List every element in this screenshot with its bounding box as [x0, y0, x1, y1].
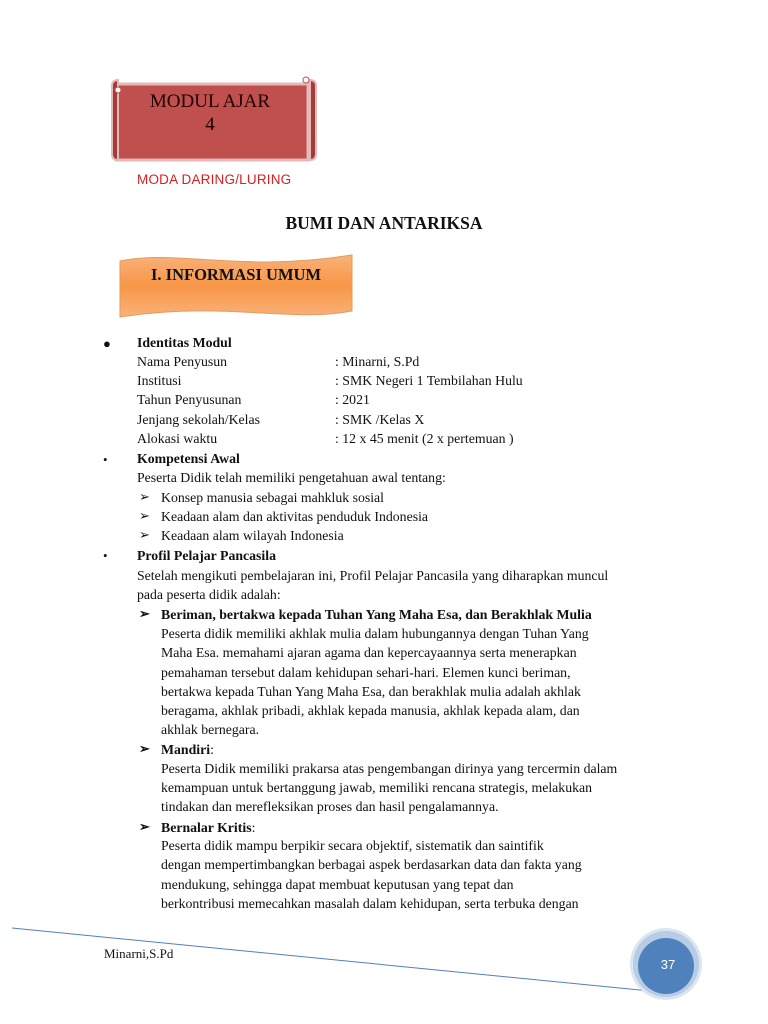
profil-item-text: Peserta didik mampu berpikir secara objektif, sistematik dan saintifik	[161, 838, 544, 853]
section-banner	[118, 251, 354, 321]
profil-intro: pada peserta didik adalah:	[137, 587, 281, 602]
identitas-value: : SMK Negeri 1 Tembilahan Hulu	[335, 373, 523, 388]
identitas-value: : Minarni, S.Pd	[335, 354, 420, 369]
identitas-label: Nama Penyusun	[137, 354, 228, 369]
profil-item-text: bertakwa kepada Tuhan Yang Maha Esa, dan berakhlak mulia adalah akhlak	[161, 684, 581, 699]
profil-item-text: Peserta didik memiliki akhlak mulia dalam hubungannya dengan Tuhan Yang	[161, 626, 589, 641]
identitas-value: : 2021	[335, 392, 370, 407]
profil-item-text: kemampuan untuk bertanggung jawab, memiliki rencana strategis, melakukan	[161, 780, 593, 795]
profil-intro: Setelah mengikuti pembelajaran ini, Profil Pelajar Pancasila yang diharapkan muncul	[137, 568, 609, 583]
moda-label: MODA DARING/LURING	[137, 172, 292, 187]
identitas-heading: Identitas Modul	[137, 335, 232, 350]
module-title	[120, 90, 300, 136]
profil-item-title	[161, 818, 255, 837]
arrow-bullet-icon: ➢	[139, 606, 150, 621]
arrow-bullet-icon: ➢	[139, 489, 150, 504]
profil-item-text: akhlak bernegara.	[161, 722, 260, 737]
bullet-icon: •	[103, 548, 108, 563]
section-heading: I. INFORMASI UMUM	[150, 265, 322, 284]
profil-item-title-text: Beriman, bertakwa kepada Tuhan Yang Maha Esa, dan Berakhlak Mulia	[161, 607, 592, 622]
bullet-icon: ●	[103, 336, 111, 351]
profil-item-text: dengan mempertimbangkan berbagai aspek berdasarkan data dan fakta yang	[161, 857, 582, 872]
profil-item-text: pemahaman tersebut dalam kehidupan sehari-hari. Elemen kunci beriman,	[161, 665, 571, 680]
profil-item-title-suffix: :	[251, 820, 256, 835]
kompetensi-item: Konsep manusia sebagai mahkluk sosial	[161, 490, 385, 505]
profil-item-title-suffix: :	[210, 742, 214, 757]
identitas-label: Institusi	[137, 373, 182, 388]
profil-item-title	[161, 605, 592, 624]
profil-item-text: mendukung, sehingga dapat membuat keputusan yang tepat dan	[161, 877, 514, 892]
page-number: 37	[660, 957, 676, 972]
module-title-line2: 4	[205, 114, 215, 135]
kompetensi-intro: Peserta Didik telah memiliki pengetahuan awal tentang:	[137, 470, 446, 485]
profil-item-text: Maha Esa. memahami ajaran agama dan kepercayaannya serta menerapkan	[161, 645, 577, 660]
identitas-value: : 12 x 45 menit (2 x pertemuan )	[335, 431, 514, 446]
arrow-bullet-icon: ➢	[139, 741, 150, 756]
kompetensi-item: Keadaan alam dan aktivitas penduduk Indonesia	[161, 509, 429, 524]
kompetensi-heading: Kompetensi Awal	[137, 451, 240, 466]
profil-item-title-text: Mandiri	[161, 742, 211, 757]
kompetensi-item: Keadaan alam wilayah Indonesia	[161, 528, 344, 543]
page-title: BUMI DAN ANTARIKSA	[285, 213, 483, 233]
identitas-value: : SMK /Kelas X	[335, 412, 425, 427]
profil-item-text: tindakan dan merefleksikan proses dan hasil pengalamannya.	[161, 799, 499, 814]
profil-item-text: Peserta Didik memiliki prakarsa atas pengembangan dirinya yang tercermin dalam	[161, 761, 618, 776]
arrow-bullet-icon: ➢	[139, 819, 150, 834]
identitas-label: Tahun Penyusunan	[137, 392, 242, 407]
arrow-bullet-icon: ➢	[139, 527, 150, 542]
profil-heading: Profil Pelajar Pancasila	[137, 548, 276, 563]
module-title-line1: MODUL AJAR	[149, 91, 271, 112]
profil-item-text: beragama, akhlak pribadi, akhlak kepada manusia, akhlak kepada alam, dan	[161, 703, 580, 718]
arrow-bullet-icon: ➢	[139, 508, 150, 523]
footer-author: Minarni,S.Pd	[104, 946, 174, 961]
profil-item-title	[161, 740, 214, 759]
profil-item-text: berkontribusi memecahkan masalah dalam kehidupan, serta terbuka dengan	[161, 896, 579, 911]
identitas-label: Jenjang sekolah/Kelas	[137, 412, 260, 427]
identitas-label: Alokasi waktu	[137, 431, 218, 446]
bullet-icon: •	[103, 452, 108, 467]
profil-item-title-text: Bernalar Kritis	[161, 820, 252, 835]
